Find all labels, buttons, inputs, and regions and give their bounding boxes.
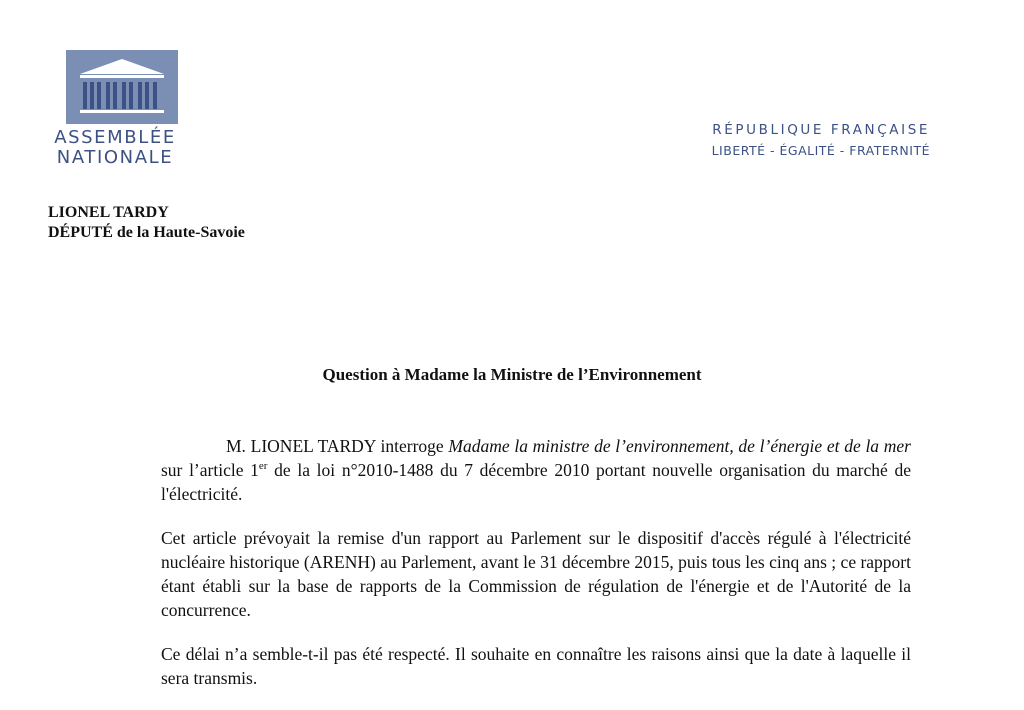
paragraph-3: Ce délai n’a semble-t-il pas été respecté. Il souhaite en connaître les raisons ainsi que la date à laquelle il sera transmis. — [161, 644, 911, 688]
paragraph-2: Cet article prévoyait la remise d'un rapport au Parlement sur le dispositif d'accès régulé à l'électricité nucléaire historique (ARENH) au Parlement, avant le 31 décembre 2015, puis tous les cinq ans ; ce rapport étant établi sur la base de rapports de la Commission de régulation de l'énergie et de l'Autorité de la concurrence. — [161, 528, 911, 620]
author-block — [48, 203, 245, 243]
republique-francaise-header — [660, 121, 930, 160]
logo-text-line1: ASSEMBLÉE — [54, 127, 176, 148]
logo-text — [50, 128, 180, 168]
author-role-suffix: de la Haute-Savoie — [112, 224, 245, 241]
republic-name: RÉPUBLIQUE FRANÇAISE — [712, 122, 930, 138]
logo-text-line2: NATIONALE — [56, 147, 174, 168]
paragraph-1 — [161, 434, 911, 506]
document-title: Question à Madame la Ministre de l’Environnement — [322, 365, 702, 384]
para1-superscript: er — [258, 460, 268, 472]
parliament-building-icon — [66, 50, 178, 124]
document-body — [161, 434, 911, 710]
author-role — [48, 223, 245, 243]
para1-part-d: de la loi n°2010-1488 du 7 décembre 2010 portant nouvelle organisation du marché de l'électricité. — [161, 460, 911, 504]
para1-part-a: M. LIONEL TARDY interroge — [226, 436, 449, 456]
republic-motto: LIBERTÉ - ÉGALITÉ - FRATERNITÉ — [711, 143, 930, 158]
para1-minister: Madame la ministre de l’environnement, de l’énergie et de la mer — [448, 436, 911, 456]
author-name: LIONEL TARDY — [48, 204, 169, 221]
para1-part-c: sur l’article 1 — [161, 460, 259, 480]
author-role-prefix: DÉPUTÉ — [48, 224, 113, 241]
